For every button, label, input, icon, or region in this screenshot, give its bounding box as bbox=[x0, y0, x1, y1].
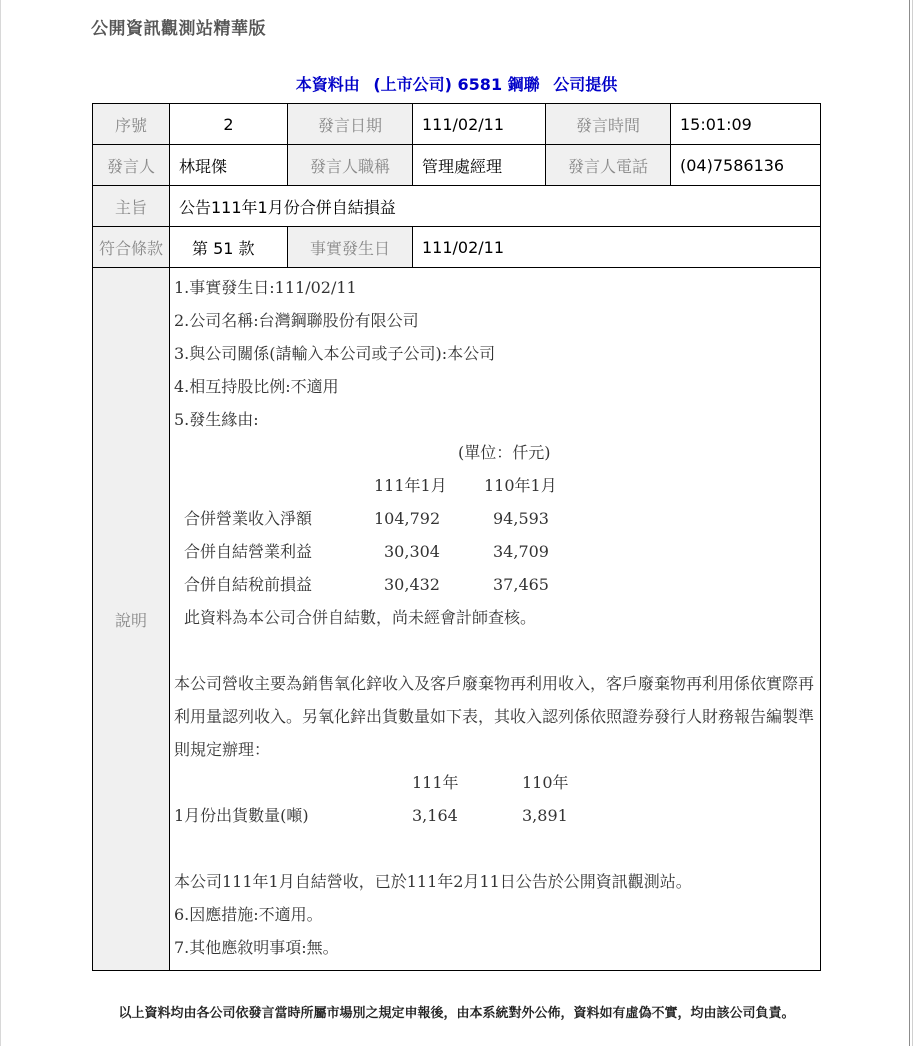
table1-row-label: 合併自結營業利益 bbox=[184, 542, 313, 561]
clause-value: 第 51 款 bbox=[170, 227, 288, 268]
table2-header-1: 111年 bbox=[412, 773, 459, 792]
desc-line-1: 1.事實發生日:111/02/11 bbox=[174, 278, 357, 297]
time-label: 發言時間 bbox=[546, 104, 671, 145]
table1-header-row bbox=[174, 469, 816, 502]
seq-label: 序號 bbox=[93, 104, 170, 145]
row-speaker bbox=[93, 145, 821, 186]
row-description bbox=[93, 268, 821, 971]
description-body bbox=[170, 268, 821, 971]
announcement-table bbox=[92, 103, 821, 971]
table1-row-label: 合併營業收入淨額 bbox=[184, 509, 313, 528]
desc-line-7: 7.其他應敘明事項:無。 bbox=[174, 938, 339, 957]
desc-line-6: 6.因應措施:不適用。 bbox=[174, 905, 323, 924]
table2-row-label: 1月份出貨數量(噸) bbox=[174, 806, 309, 825]
table2-header-2: 110年 bbox=[522, 773, 569, 792]
desc-line-2: 2.公司名稱:台灣鋼聯股份有限公司 bbox=[174, 311, 419, 330]
unit-row bbox=[174, 436, 816, 469]
table1-row bbox=[174, 568, 816, 601]
unit-label: (單位：仟元) bbox=[458, 443, 551, 462]
table1-row-value-2: 94,593 bbox=[493, 509, 549, 528]
provider-suffix: 公司提供 bbox=[553, 75, 618, 94]
table1-row-value-2: 34,709 bbox=[493, 542, 549, 561]
disclaimer-footer: 以上資料均由各公司依發言當時所屬市場別之規定申報後，由本系統對外公佈，資料如有虛偽不實，均由該公司負責。 bbox=[118, 1006, 795, 1021]
desc-line-4: 4.相互持股比例:不適用 bbox=[174, 377, 339, 396]
table1-row-label: 合併自結稅前損益 bbox=[184, 575, 313, 594]
table1-row-value-1: 30,432 bbox=[384, 575, 440, 594]
row-seq-date-time bbox=[93, 104, 821, 145]
desc-line-3: 3.與公司關係(請輸入本公司或子公司):本公司 bbox=[174, 344, 496, 363]
window-left-border bbox=[0, 0, 1, 1046]
table1-header-1: 111年1月 bbox=[374, 476, 447, 495]
date-value: 111/02/11 bbox=[413, 104, 546, 145]
time-value: 15:01:09 bbox=[671, 104, 821, 145]
table2-row-value-2: 3,891 bbox=[522, 806, 568, 825]
subject-label: 主旨 bbox=[93, 186, 170, 227]
table1-row-value-1: 30,304 bbox=[384, 542, 440, 561]
announce-line: 本公司111年1月自結營收，已於111年2月11日公告於公開資訊觀測站。 bbox=[174, 872, 692, 891]
clause-label: 符合條款 bbox=[93, 227, 170, 268]
provider-line bbox=[0, 72, 913, 95]
table1-row-value-2: 37,465 bbox=[493, 575, 549, 594]
seq-value: 2 bbox=[170, 104, 288, 145]
table1-row bbox=[174, 502, 816, 535]
speaker-phone-label: 發言人電話 bbox=[546, 145, 671, 186]
table2-row bbox=[174, 799, 816, 832]
subject-value: 公告111年1月份合併自結損益 bbox=[170, 186, 821, 227]
table1-header-2: 110年1月 bbox=[484, 476, 557, 495]
table1-row-value-1: 104,792 bbox=[374, 509, 441, 528]
provider-prefix: 本資料由 bbox=[295, 75, 360, 94]
table1-row bbox=[174, 535, 816, 568]
speaker-label: 發言人 bbox=[93, 145, 170, 186]
provider-company: (上市公司) 6581 鋼聯 bbox=[373, 75, 540, 94]
revenue-paragraph: 本公司營收主要為銷售氧化鋅收入及客戶廢棄物再利用收入，客戶廢棄物再利用係依實際再利用量認列收入。另氧化鋅出貨數量如下表，其收入認列係依照證券發行人財務報告編製準則規定辦理： bbox=[174, 674, 815, 759]
speaker-value: 林琨傑 bbox=[170, 145, 288, 186]
event-date-value: 111/02/11 bbox=[413, 227, 821, 268]
note-row bbox=[174, 601, 816, 634]
description-label: 說明 bbox=[93, 268, 170, 971]
unaudited-note: 此資料為本公司合併自結數，尚未經會計師查核。 bbox=[184, 608, 537, 627]
speaker-phone-value: (04)7586136 bbox=[671, 145, 821, 186]
spacer bbox=[174, 832, 816, 865]
desc-line-5: 5.發生緣由: bbox=[174, 410, 259, 429]
window-right-border bbox=[909, 0, 910, 1046]
row-clause bbox=[93, 227, 821, 268]
site-title: 公開資訊觀測站精華版 bbox=[91, 19, 266, 39]
speaker-title-value: 管理處經理 bbox=[413, 145, 546, 186]
event-date-label: 事實發生日 bbox=[288, 227, 413, 268]
spacer bbox=[174, 634, 816, 667]
date-label: 發言日期 bbox=[288, 104, 413, 145]
table2-row-value-1: 3,164 bbox=[412, 806, 458, 825]
row-subject bbox=[93, 186, 821, 227]
table2-header-row bbox=[174, 766, 816, 799]
speaker-title-label: 發言人職稱 bbox=[288, 145, 413, 186]
